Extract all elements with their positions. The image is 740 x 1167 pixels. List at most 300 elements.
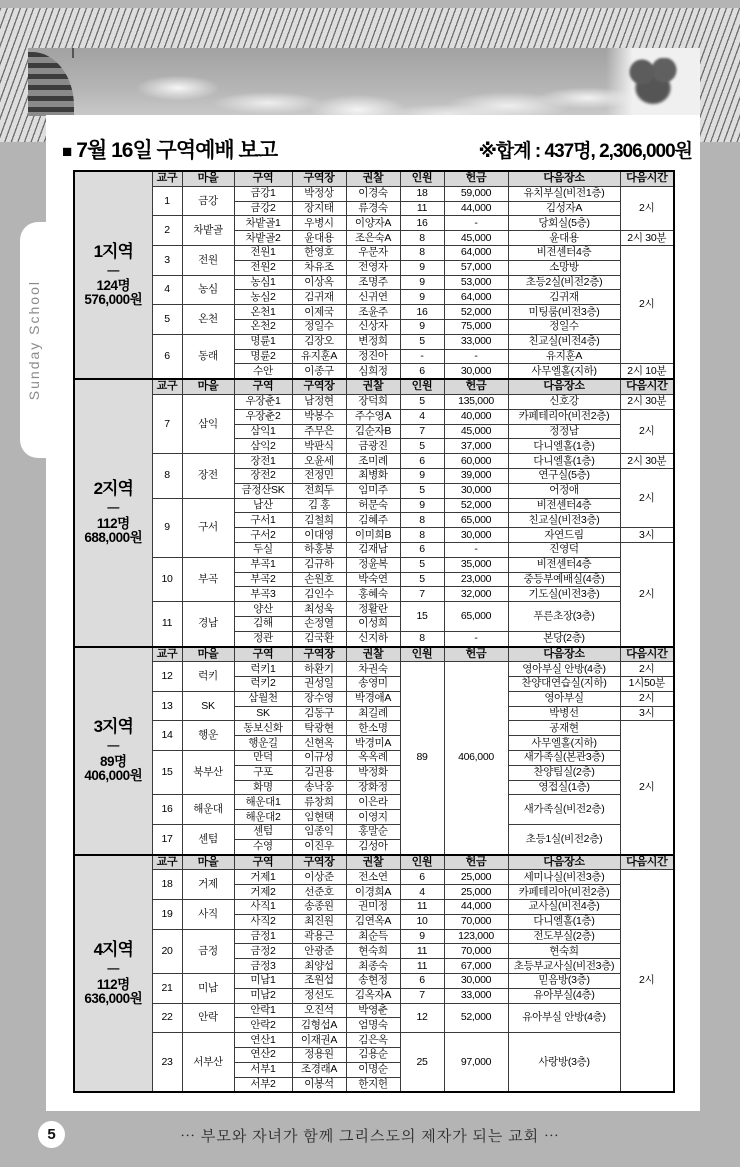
data-cell: 현숙희: [346, 944, 400, 959]
data-cell: 16: [400, 216, 444, 231]
data-cell: 조미례: [346, 454, 400, 469]
data-cell: 본당(2층): [508, 631, 620, 646]
region-label-cell: [74, 171, 152, 379]
data-cell: 주수영A: [346, 409, 400, 424]
region-name: 3지역: [93, 717, 133, 737]
column-header-cell: 마을: [182, 171, 234, 186]
data-cell: 명륜2: [234, 349, 292, 364]
data-cell: 30,000: [444, 364, 508, 379]
data-cell: 서부산: [182, 1033, 234, 1093]
data-cell: 북부산: [182, 751, 234, 795]
data-cell: 비전센터4층: [508, 557, 620, 572]
data-cell: 안락: [182, 1003, 234, 1033]
data-cell: 탁광현: [292, 721, 346, 736]
region-count: 89명: [99, 753, 127, 769]
data-cell: 다니엘홀(1층): [508, 439, 620, 454]
data-cell: 이경희A: [346, 885, 400, 900]
data-cell: 초등2실(비전2층): [508, 275, 620, 290]
data-cell: 구서1: [234, 513, 292, 528]
data-cell: 조은숙A: [346, 231, 400, 246]
report-table-body: [74, 171, 674, 1092]
data-cell: 차유조: [292, 260, 346, 275]
data-cell: 13: [152, 691, 182, 721]
data-cell: 변정희: [346, 334, 400, 349]
table-row: [74, 602, 674, 617]
data-cell: 정윤복: [346, 557, 400, 572]
data-cell: 조경래A: [292, 1062, 346, 1077]
data-cell: 다니엘홀(1층): [508, 454, 620, 469]
column-header-cell: 인원: [400, 855, 444, 870]
table-row: [74, 795, 674, 810]
data-cell: 9: [400, 260, 444, 275]
data-cell: 사직2: [234, 914, 292, 929]
data-cell: 임미주: [346, 483, 400, 498]
page-title-text: 7월 16일 구역예배 보고: [76, 139, 278, 162]
data-cell: 전희두: [292, 483, 346, 498]
table-row: [74, 662, 674, 677]
data-cell: 해운대: [182, 795, 234, 825]
data-cell: 37,000: [444, 439, 508, 454]
data-cell: 11: [400, 944, 444, 959]
column-header-cell: 구역장: [292, 855, 346, 870]
data-cell: 오진석: [292, 1003, 346, 1018]
data-cell: 권미정: [346, 900, 400, 915]
data-cell: 6: [400, 974, 444, 989]
data-cell: 미남: [182, 974, 234, 1004]
data-cell: 카페테리아(비전2층): [508, 409, 620, 424]
data-cell: 행운: [182, 721, 234, 751]
data-cell: 2시: [620, 186, 674, 230]
data-cell: 16: [152, 795, 182, 825]
data-cell: 39,000: [444, 468, 508, 483]
data-cell: 연구실(5층): [508, 468, 620, 483]
table-row: [74, 870, 674, 885]
data-cell: 최병화: [346, 468, 400, 483]
data-cell: 자연드림: [508, 528, 620, 543]
region-amount: 406,000원: [84, 767, 143, 783]
column-header-cell: 교구: [152, 855, 182, 870]
data-cell: 농심2: [234, 290, 292, 305]
data-cell: 11: [152, 602, 182, 647]
region-name: 4지역: [93, 940, 133, 960]
data-cell: 김귀재: [508, 290, 620, 305]
data-cell: 거제1: [234, 870, 292, 885]
data-cell: 5: [152, 305, 182, 335]
data-cell: 김용순: [346, 1048, 400, 1063]
region-label-cell: [74, 855, 152, 1093]
data-cell: 김형섭A: [292, 1018, 346, 1033]
column-header-cell: 구역: [234, 647, 292, 662]
data-cell: 안광준: [292, 944, 346, 959]
data-cell: 장수영: [292, 691, 346, 706]
data-cell: 장화정: [346, 780, 400, 795]
data-cell: 찬양대연습실(지하): [508, 677, 620, 692]
data-cell: 10: [400, 914, 444, 929]
data-cell: 구포: [234, 765, 292, 780]
data-cell: 임종익: [292, 825, 346, 840]
data-cell: 52,000: [444, 498, 508, 513]
data-cell: 한영호: [292, 245, 346, 260]
data-cell: 박정상: [292, 186, 346, 201]
data-cell: 15: [152, 751, 182, 795]
data-cell: 유치부실(비전1층): [508, 186, 620, 201]
data-cell: 97,000: [444, 1033, 508, 1093]
region-label-cell: [74, 379, 152, 646]
column-header-cell: 교구: [152, 647, 182, 662]
table-row: [74, 454, 674, 469]
data-cell: 2: [152, 216, 182, 246]
data-cell: 8: [400, 631, 444, 646]
data-cell: 럭키2: [234, 677, 292, 692]
data-cell: 서부1: [234, 1062, 292, 1077]
data-cell: 구서: [182, 498, 234, 557]
data-cell: 김규하: [292, 557, 346, 572]
table-row: [74, 498, 674, 513]
data-cell: 신지하: [346, 631, 400, 646]
data-cell: 차밭골2: [234, 231, 292, 246]
data-cell: -: [444, 631, 508, 646]
region-dash: —: [107, 262, 120, 277]
data-cell: 2시: [620, 542, 674, 646]
data-cell: 권성일: [292, 677, 346, 692]
region-name: 1지역: [93, 241, 133, 261]
data-cell: -: [444, 216, 508, 231]
data-cell: 17: [152, 825, 182, 855]
data-cell: 현숙희: [508, 944, 620, 959]
table-row: [74, 275, 674, 290]
data-cell: 동래: [182, 334, 234, 379]
data-cell: 8: [400, 528, 444, 543]
column-header-cell: 구역: [234, 171, 292, 186]
column-header-cell: 마을: [182, 855, 234, 870]
data-cell: 푸른초장(3층): [508, 602, 620, 632]
data-cell: 2시 30분: [620, 231, 674, 246]
data-cell: 박숙연: [346, 572, 400, 587]
data-cell: 57,000: [444, 260, 508, 275]
data-cell: 공재현: [508, 721, 620, 736]
column-header-cell: 다음시간: [620, 171, 674, 186]
data-cell: 신현옥: [292, 736, 346, 751]
region-amount: 576,000원: [84, 292, 143, 308]
data-cell: 4: [152, 275, 182, 305]
data-cell: 어정애: [508, 483, 620, 498]
data-cell: 센텀: [234, 825, 292, 840]
data-cell: 럭키1: [234, 662, 292, 677]
data-cell: 5: [400, 439, 444, 454]
tower-building-icon: [28, 52, 74, 116]
data-cell: 이재권A: [292, 1033, 346, 1048]
data-cell: 사직: [182, 900, 234, 930]
data-cell: 이봉석: [292, 1077, 346, 1092]
data-cell: 최진원: [292, 914, 346, 929]
data-cell: 11: [400, 959, 444, 974]
page-title: [62, 134, 277, 164]
data-cell: 정일수: [508, 319, 620, 334]
data-cell: 이은라: [346, 795, 400, 810]
data-cell: 이성희: [346, 616, 400, 631]
table-row: [74, 929, 674, 944]
data-cell: 두실: [234, 542, 292, 557]
data-cell: 6: [400, 870, 444, 885]
data-cell: 9: [400, 929, 444, 944]
data-cell: 구서2: [234, 528, 292, 543]
data-cell: 거제: [182, 870, 234, 900]
data-cell: 온천1: [234, 305, 292, 320]
column-header-cell: 권찰: [346, 647, 400, 662]
data-cell: 주무은: [292, 424, 346, 439]
data-cell: 이경숙: [346, 186, 400, 201]
column-header-cell: 인원: [400, 171, 444, 186]
data-cell: 하환기: [292, 662, 346, 677]
data-cell: 미남1: [234, 974, 292, 989]
data-cell: 3: [152, 245, 182, 275]
data-cell: 기도실(비전3층): [508, 587, 620, 602]
data-cell: 손원호: [292, 572, 346, 587]
data-cell: 5: [400, 557, 444, 572]
data-cell: 2시: [620, 870, 674, 1092]
data-cell: 12: [400, 1003, 444, 1033]
data-cell: 30,000: [444, 974, 508, 989]
data-cell: 9: [400, 319, 444, 334]
table-row: [74, 305, 674, 320]
data-cell: 9: [400, 290, 444, 305]
data-cell: 박정화: [346, 765, 400, 780]
data-cell: 최양섭: [292, 959, 346, 974]
data-cell: 사랑방(3층): [508, 1033, 620, 1093]
data-cell: 곽용근: [292, 929, 346, 944]
data-cell: 8: [152, 454, 182, 498]
column-header-cell: 마을: [182, 647, 234, 662]
column-header-cell: 인원: [400, 379, 444, 394]
data-cell: 45,000: [444, 231, 508, 246]
data-cell: 33,000: [444, 988, 508, 1003]
data-cell: -: [400, 349, 444, 364]
data-cell: 화명: [234, 780, 292, 795]
region-dash: —: [107, 738, 120, 753]
data-cell: 남산: [234, 498, 292, 513]
sidebar-tab-sunday-school: [20, 222, 48, 458]
data-cell: 8: [400, 245, 444, 260]
data-cell: 금강: [182, 186, 234, 216]
data-cell: 정선도: [292, 988, 346, 1003]
data-cell: 금강1: [234, 186, 292, 201]
data-cell: 19: [152, 900, 182, 930]
data-cell: 해운대2: [234, 810, 292, 825]
data-cell: 이미희B: [346, 528, 400, 543]
data-cell: 정활란: [346, 602, 400, 617]
column-header-cell: 다음장소: [508, 379, 620, 394]
data-cell: 이상준: [292, 870, 346, 885]
data-cell: 사무엘홀(지하): [508, 736, 620, 751]
data-cell: 금정2: [234, 944, 292, 959]
data-cell: 박경미A: [346, 736, 400, 751]
region-dash: —: [107, 960, 120, 975]
data-cell: -: [444, 349, 508, 364]
data-cell: 찬양팀실(2층): [508, 765, 620, 780]
table-row: [74, 557, 674, 572]
data-cell: 사직1: [234, 900, 292, 915]
data-cell: 박병선: [508, 706, 620, 721]
data-cell: 장덕희: [346, 394, 400, 409]
data-cell: 2시 30분: [620, 394, 674, 409]
data-cell: 부곡3: [234, 587, 292, 602]
data-cell: 우장춘1: [234, 394, 292, 409]
data-cell: 김성자A: [508, 201, 620, 216]
data-cell: 장전1: [234, 454, 292, 469]
page-number-badge: 5: [38, 1121, 65, 1148]
data-cell: 9: [400, 468, 444, 483]
table-row: [74, 216, 674, 231]
data-cell: 1시50분: [620, 677, 674, 692]
table-row: [74, 1003, 674, 1018]
region-label-cell: [74, 647, 152, 855]
data-cell: 16: [400, 305, 444, 320]
region-amount: 688,000원: [84, 530, 143, 546]
data-cell: 온천2: [234, 319, 292, 334]
data-cell: 6: [400, 542, 444, 557]
column-header-cell: 구역장: [292, 171, 346, 186]
data-cell: 교사실(비전4층): [508, 900, 620, 915]
data-cell: 53,000: [444, 275, 508, 290]
data-cell: 59,000: [444, 186, 508, 201]
data-cell: 정일수: [292, 319, 346, 334]
data-cell: 유지훈A: [508, 349, 620, 364]
data-cell: 새가족실(비전2층): [508, 795, 620, 825]
data-cell: 6: [400, 454, 444, 469]
column-header-cell: 다음장소: [508, 855, 620, 870]
data-cell: 엄명숙: [346, 1018, 400, 1033]
data-cell: 세미나실(비전3층): [508, 870, 620, 885]
data-cell: 조원섭: [292, 974, 346, 989]
data-cell: 7: [400, 587, 444, 602]
data-cell: 신상자: [346, 319, 400, 334]
data-cell: 406,000: [444, 662, 508, 855]
column-header-cell: 구역: [234, 855, 292, 870]
data-cell: 최종숙: [346, 959, 400, 974]
data-cell: 초등1실(비전2층): [508, 825, 620, 855]
data-cell: 15: [400, 602, 444, 632]
data-cell: 김권용: [292, 765, 346, 780]
data-cell: 44,000: [444, 900, 508, 915]
data-cell: 럭키: [182, 662, 234, 692]
data-cell: 박판식: [292, 439, 346, 454]
column-header-cell: 헌금: [444, 171, 508, 186]
heart-cloud-icon: [624, 58, 682, 108]
data-cell: 장전: [182, 454, 234, 498]
data-cell: 금정1: [234, 929, 292, 944]
data-cell: 11: [400, 900, 444, 915]
data-cell: 비전센터4층: [508, 245, 620, 260]
data-cell: 조명주: [346, 275, 400, 290]
data-cell: 옥옥례: [346, 751, 400, 766]
section-header-row: [74, 379, 674, 394]
data-cell: 우문자: [346, 245, 400, 260]
data-cell: 다니엘홀(1층): [508, 914, 620, 929]
data-cell: 행운길: [234, 736, 292, 751]
data-cell: 65,000: [444, 602, 508, 632]
column-header-cell: 다음시간: [620, 855, 674, 870]
data-cell: 52,000: [444, 305, 508, 320]
region-count: 112명: [96, 976, 130, 992]
column-header-cell: 인원: [400, 647, 444, 662]
data-cell: 온천: [182, 305, 234, 335]
data-cell: 차권숙: [346, 662, 400, 677]
column-header-cell: 교구: [152, 171, 182, 186]
column-header-cell: 구역: [234, 379, 292, 394]
data-cell: 신호강: [508, 394, 620, 409]
data-cell: 거제2: [234, 885, 292, 900]
data-cell: 남정현: [292, 394, 346, 409]
data-cell: 삼월천: [234, 691, 292, 706]
square-bullet-icon: ■: [62, 142, 72, 161]
data-cell: 18: [400, 186, 444, 201]
data-cell: 김귀재: [292, 290, 346, 305]
data-cell: 7: [152, 394, 182, 453]
data-cell: 30,000: [444, 483, 508, 498]
data-cell: 7: [400, 988, 444, 1003]
data-cell: 20: [152, 929, 182, 973]
data-cell: 경남: [182, 602, 234, 647]
data-cell: 초등부교사실(비전3층): [508, 959, 620, 974]
data-cell: 이종구: [292, 364, 346, 379]
data-cell: 친교실(비전4층): [508, 334, 620, 349]
data-cell: 부곡1: [234, 557, 292, 572]
data-cell: 김순자B: [346, 424, 400, 439]
table-row: [74, 721, 674, 736]
data-cell: 23,000: [444, 572, 508, 587]
column-header-cell: 다음장소: [508, 171, 620, 186]
data-cell: 64,000: [444, 290, 508, 305]
data-cell: 만덕: [234, 751, 292, 766]
data-cell: 25,000: [444, 870, 508, 885]
data-cell: 윤대용: [508, 231, 620, 246]
data-cell: 123,000: [444, 929, 508, 944]
data-cell: 4: [400, 885, 444, 900]
table-row: [74, 825, 674, 840]
data-cell: 연산1: [234, 1033, 292, 1048]
region-dash: —: [107, 500, 120, 515]
report-table: [73, 170, 675, 1093]
column-header-cell: 다음시간: [620, 379, 674, 394]
data-cell: 김성아: [346, 839, 400, 854]
data-cell: 3시: [620, 706, 674, 721]
data-cell: 최순득: [346, 929, 400, 944]
column-header-cell: 헌금: [444, 647, 508, 662]
data-cell: 한소명: [346, 721, 400, 736]
data-cell: 윤대용: [292, 231, 346, 246]
data-cell: 금강2: [234, 201, 292, 216]
table-row: [74, 974, 674, 989]
data-cell: 농심1: [234, 275, 292, 290]
data-cell: 서부2: [234, 1077, 292, 1092]
data-cell: 60,000: [444, 454, 508, 469]
data-cell: 23: [152, 1033, 182, 1093]
sky-clouds-photo: [28, 48, 700, 116]
data-cell: 8: [400, 513, 444, 528]
table-row: [74, 751, 674, 766]
data-cell: 45,000: [444, 424, 508, 439]
data-cell: 박경애A: [346, 691, 400, 706]
table-row: [74, 900, 674, 915]
data-cell: 9: [400, 498, 444, 513]
data-cell: 당회실(5층): [508, 216, 620, 231]
column-header-cell: 권찰: [346, 855, 400, 870]
data-cell: 전도부실(2층): [508, 929, 620, 944]
data-cell: 135,000: [444, 394, 508, 409]
column-header-cell: 헌금: [444, 855, 508, 870]
data-cell: 영접실(1층): [508, 780, 620, 795]
table-row: [74, 394, 674, 409]
